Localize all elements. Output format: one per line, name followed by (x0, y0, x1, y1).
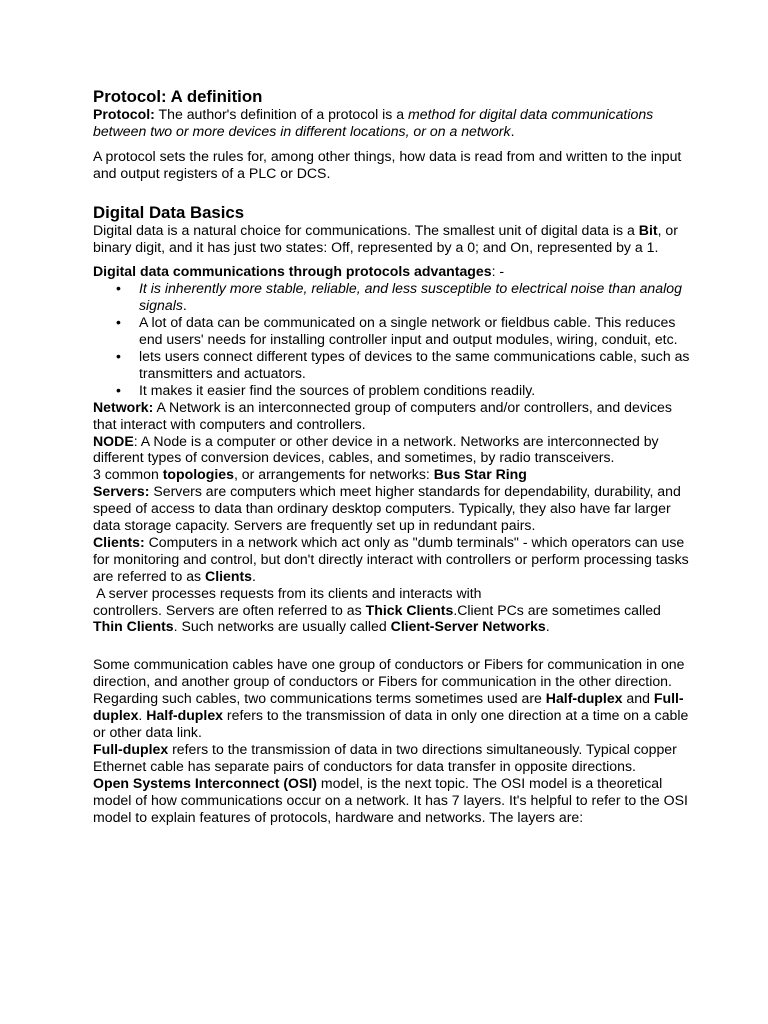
term-half-duplex: Half-duplex (545, 690, 623, 707)
text: and (622, 690, 654, 707)
text: . (252, 567, 256, 584)
topology-names: Bus Star Ring (433, 466, 527, 483)
document-body (93, 87, 693, 825)
emphasis-text: It is inherently more stable, reliable, and less susceptible to electrical noise than analog signals (139, 280, 682, 314)
term-thin-clients: Thin Clients (93, 618, 174, 635)
text: . (138, 707, 147, 724)
server-process-line: A server processes requests from its clients and interacts with (93, 584, 482, 601)
text: , or binary digit, and it has just two states: Off, represented by a 0; and On, represented by a 1. (93, 221, 678, 255)
text: . Such networks are usually called (173, 618, 391, 635)
text: 3 common (93, 466, 163, 483)
osi-paragraph (93, 775, 693, 826)
term-servers: Servers: (93, 483, 150, 500)
list-item (93, 382, 693, 399)
text: : A Node is a computer or other device in a network. Networks are interconnected by different types of conversion devices, cables, and sometimes, by radio transceivers. (93, 432, 659, 466)
digital-data-paragraph (93, 222, 693, 256)
text: model, is the next topic. The OSI model is a theoretical model of how communications occur on a network. It has 7 layers. It's helpful to refer to the OSI model to explain features of protocols, hardware and networks. The layers are: (93, 774, 688, 825)
text: A Network is an interconnected group of computers and/or controllers, and devices that interact with computers and controllers. (93, 398, 672, 432)
term-thick-clients: Thick Clients (365, 601, 454, 618)
full-duplex-definition (93, 741, 693, 775)
text: Computers in a network which act only as "dumb terminals" - which operators can use for monitoring and control, but don't directly interact with controllers or perform processing tasks are referred to as (93, 533, 689, 584)
text: .Client PCs are sometimes called (453, 601, 661, 618)
list-item (93, 280, 693, 314)
bullet-icon: • (116, 347, 121, 364)
text: refers to the transmission of data in two directions simultaneously. Typical copper Ethernet cable has separate pairs of conductors for data transfer in opposite directions. (93, 740, 677, 774)
term-protocol: Protocol: (93, 106, 155, 122)
node-definition (93, 433, 693, 467)
thick-thin-clients (93, 602, 693, 636)
text: . (182, 297, 187, 314)
text: The author's definition of a protocol is a (154, 106, 408, 122)
term-node: NODE (93, 432, 134, 449)
text: refers to the transmission of data in only one direction at a time on a cable or other data link. (93, 707, 689, 740)
term-bit: Bit (638, 221, 658, 238)
list-item (93, 314, 693, 348)
term-clients: Clients: (93, 533, 145, 550)
term-clients-inline: Clients (205, 567, 253, 584)
text: . (545, 618, 550, 635)
text: : - (491, 263, 505, 280)
advantages-heading (93, 263, 693, 280)
advantages-label: Digital data communications through protocols advantages (93, 263, 492, 280)
term-full-duplex-def: Full-duplex (93, 740, 169, 757)
clients-definition (93, 534, 693, 585)
network-definition (93, 399, 693, 433)
text: , or arrangements for networks: (233, 466, 434, 483)
term-half-duplex-def: Half-duplex (146, 707, 224, 724)
text: Servers are computers which meet higher standards for dependability, durability, and speed of access to data than ordinary desktop computers. Typically, they also have far larger data storage capacity. Servers are frequently set up in redundant pairs. (93, 483, 681, 534)
topologies-line (93, 466, 693, 483)
term-client-server-networks: Client-Server Networks (390, 618, 546, 635)
term-topologies: topologies (162, 466, 234, 483)
term-osi: Open Systems Interconnect (OSI) (93, 774, 317, 791)
text: controllers. Servers are often referred to as (93, 601, 366, 618)
emphasis-text: method for digital data communications between two or more devices in different locations, or on a network (93, 106, 654, 139)
advantages-list (93, 280, 693, 398)
text: lets users connect different types of devices to the same communications cable, such as transmitters and actuators. (139, 347, 690, 381)
text: Digital data is a natural choice for communications. The smallest unit of digital data is a (93, 221, 639, 238)
term-full-duplex: Full-duplex (93, 690, 684, 724)
bullet-icon: • (116, 381, 121, 398)
text: A lot of data can be communicated on a single network or fieldbus cable. This reduces end users' needs for installing controller input and output modules, wiring, conduit, etc. (139, 314, 678, 348)
text: It makes it easier find the sources of problem conditions readily. (139, 381, 536, 398)
list-item (93, 348, 693, 382)
bullet-icon: • (116, 314, 121, 331)
text: Some communication cables have one group of conductors or Fibers for communication in one direction, and another group of conductors or Fibers for communication in the other direction. Regarding such cables, two communications terms sometimes used are (93, 656, 685, 707)
protocol-definition (93, 106, 693, 140)
servers-definition (93, 483, 693, 534)
cables-paragraph (93, 656, 693, 741)
text: . (510, 122, 515, 139)
term-network: Network: (93, 398, 154, 415)
protocol-rules-paragraph: A protocol sets the rules for, among other things, how data is read from and written to the input and output registers of a PLC or DCS. (93, 147, 682, 181)
section-heading-digital-data: Digital Data Basics (93, 202, 245, 222)
bullet-icon: • (116, 280, 121, 297)
section-heading-protocol: Protocol: A definition (93, 87, 263, 106)
